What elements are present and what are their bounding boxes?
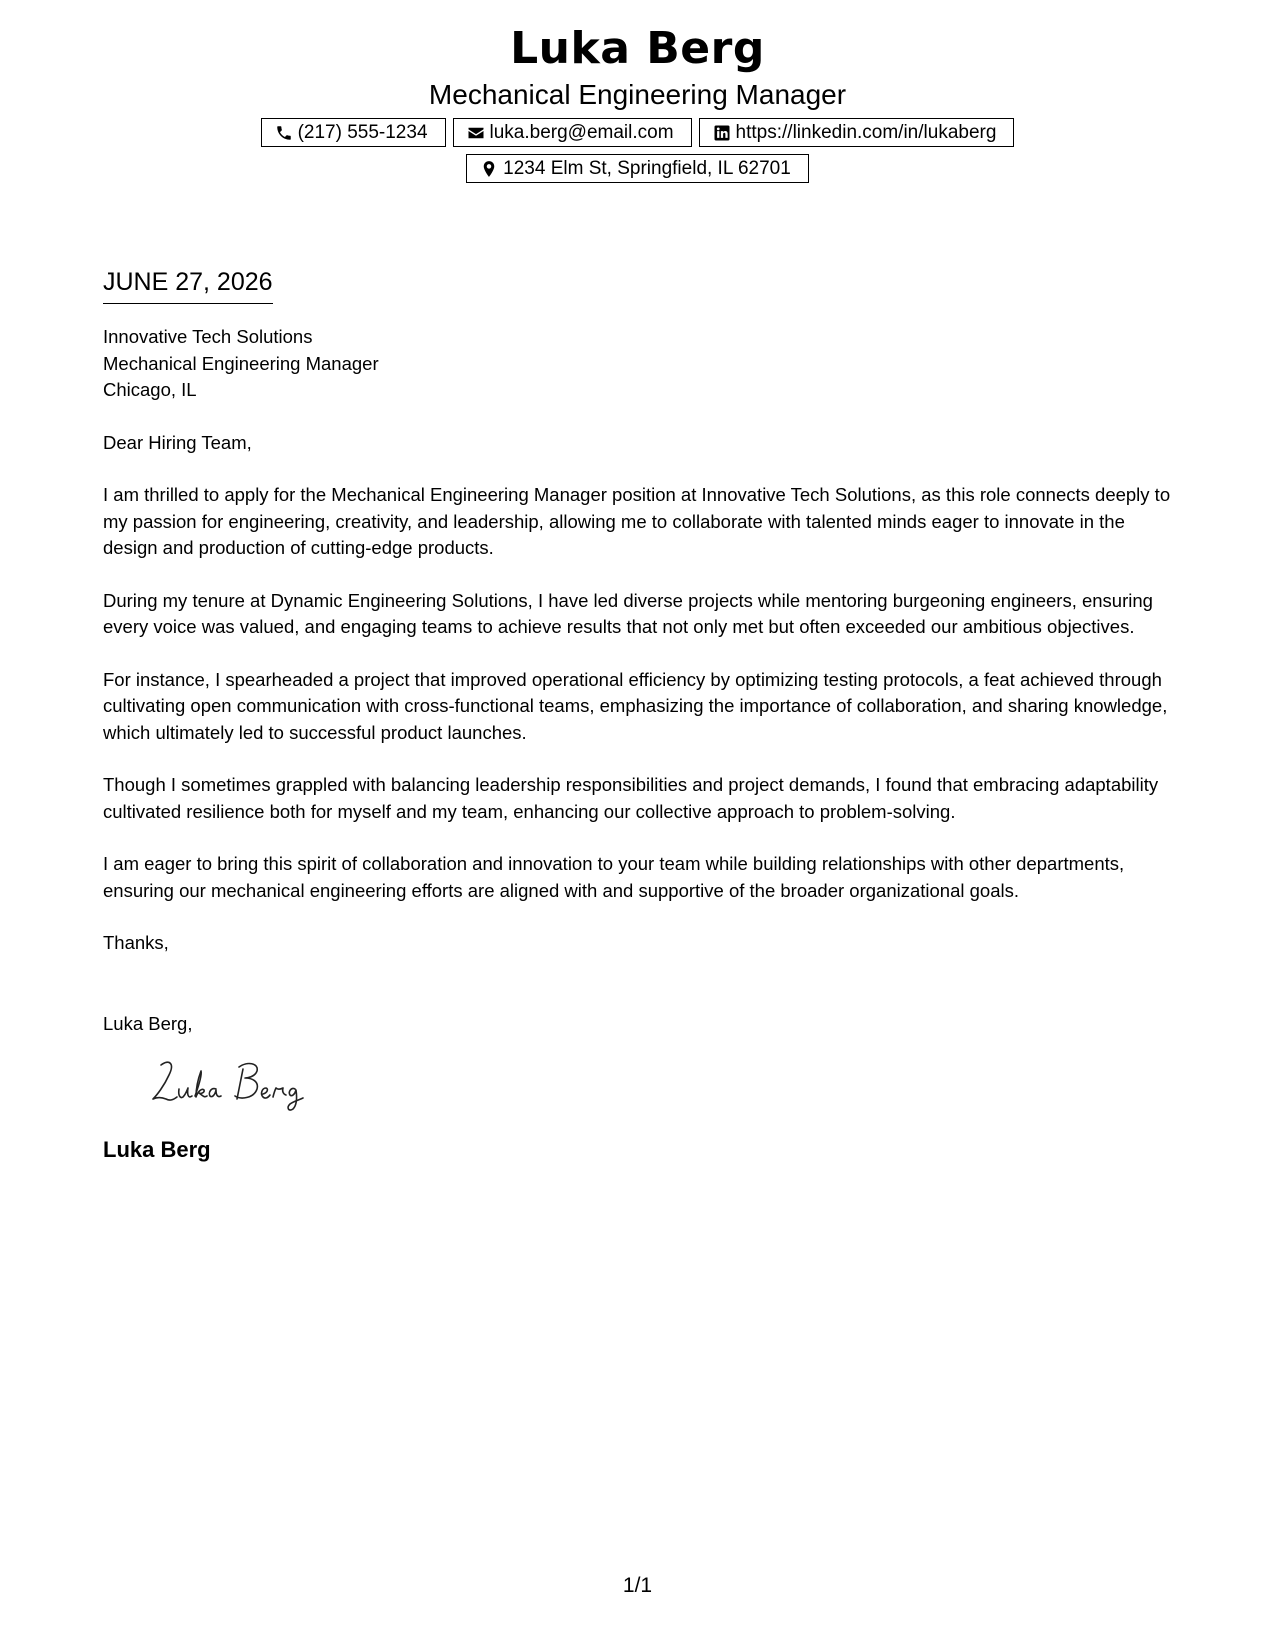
body-paragraph: I am thrilled to apply for the Mechanical Engineering Manager position at Innovative Tech Solutions, as this role connects deeply to my passion for engineering, creativity, and leadership, allowing me to collaborate with talented minds eager to innovate in the design and production of cutting-edge products. [103,484,1171,558]
applicant-name: Luka Berg [510,23,765,74]
page-number: 1/1 [622,1574,653,1597]
body-paragraph: During my tenure at Dynamic Engineering Solutions, I have led diverse projects while mentoring burgeoning engineers, ensuring every voice was valued, and engaging teams to achieve results that not only met but often exceeded our ambitious objectives. [103,589,1153,637]
envelope-icon [467,124,485,142]
body-paragraph: For instance, I spearheaded a project that improved operational efficiency by optimizing testing protocols, a feat achieved through cultivating open communication with cross-functional teams, emphasizing the importance of collaboration, and sharing knowledge, which ultimately led to successful product launches. [103,668,1168,743]
signoff-name: Luka Berg, [103,1012,193,1034]
salutation: Dear Hiring Team, [103,431,252,453]
phone-text: (217) 555-1234 [297,122,428,143]
letter-body [103,265,1178,1165]
printed-name: Luka Berg [103,1137,211,1162]
address-contact [466,154,809,183]
linkedin-contact[interactable] [699,118,1015,147]
linkedin-icon [713,124,731,142]
phone-icon [275,124,293,142]
map-pin-icon [480,160,498,178]
closing: Thanks, [103,932,169,953]
email-contact[interactable] [453,118,692,147]
applicant-title: Mechanical Engineering Manager [428,79,847,110]
contact-row-address [0,154,1275,183]
recipient-location: Chicago, IL [103,379,197,400]
letter-header [0,20,1275,183]
recipient-position: Mechanical Engineering Manager [103,352,379,374]
letter-date: JUNE 27, 2026 [103,265,273,304]
linkedin-text: https://linkedin.com/in/lukaberg [735,122,997,143]
body-paragraph: I am eager to bring this spirit of collaboration and innovation to your team while building relationships with other departments, ensuring our mechanical engineering efforts are aligned with and supportive of the broader organizational goals. [103,853,1125,901]
recipient-company: Innovative Tech Solutions [103,326,313,347]
address-text: 1234 Elm St, Springfield, IL 62701 [503,158,791,179]
email-text: luka.berg@email.com [489,122,674,143]
recipient-block [103,324,1178,404]
contact-row [0,118,1275,147]
phone-contact[interactable] [261,118,446,147]
handwritten-signature [147,1053,327,1113]
body-paragraph: Though I sometimes grappled with balancing leadership responsibilities and project demands, I found that embracing adaptability cultivated resilience both for myself and my team, enhancing our collective approach to problem-solving. [103,774,1159,822]
